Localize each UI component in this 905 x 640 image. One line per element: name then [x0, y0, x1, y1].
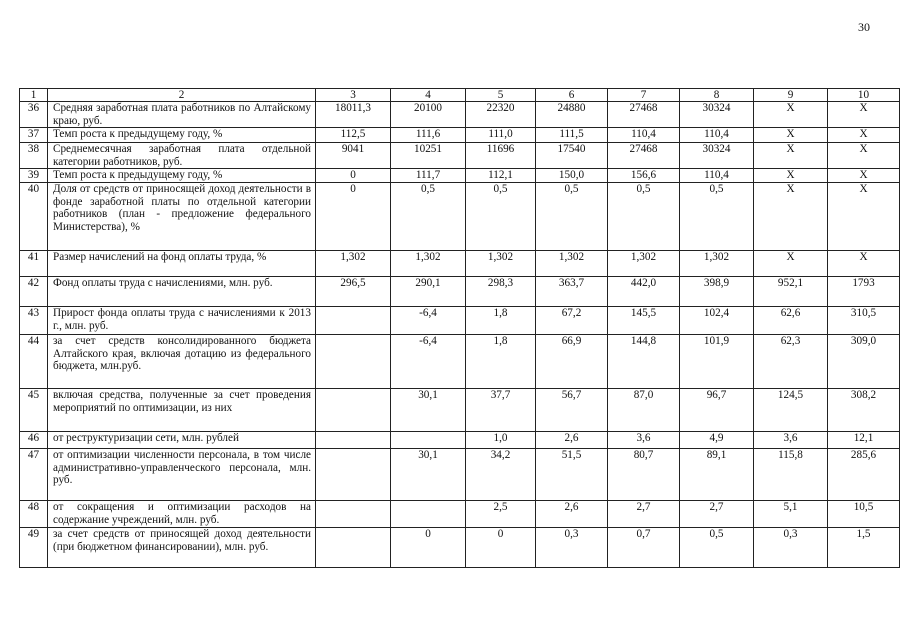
table-row: [20, 449, 900, 501]
table-cell: Х: [828, 102, 900, 128]
row-label: Темп роста к предыдущему году, %: [48, 169, 316, 183]
row-label: от реструктуризации сети, млн. рублей: [48, 432, 316, 449]
table-cell: 1,302: [466, 251, 536, 277]
table-cell: -6,4: [391, 335, 466, 389]
table-cell: 298,3: [466, 277, 536, 307]
table-cell: 27468: [608, 143, 680, 169]
column-header: 9: [754, 89, 828, 102]
table-cell: 0,5: [391, 183, 466, 251]
row-number: 39: [20, 169, 48, 183]
table-cell: 0: [391, 528, 466, 568]
row-label: за счет средств от приносящей доход деятельности (при бюджетном финансировании), млн. руб.: [48, 528, 316, 568]
table-cell: 308,2: [828, 389, 900, 432]
table-cell: 1793: [828, 277, 900, 307]
table-cell: 4,9: [680, 432, 754, 449]
row-label: Средняя заработная плата работников по Алтайскому краю, руб.: [48, 102, 316, 128]
table-cell: 30324: [680, 143, 754, 169]
table-cell: 296,5: [316, 277, 391, 307]
table-cell: [316, 449, 391, 501]
table-cell: 0,5: [608, 183, 680, 251]
table-row: [20, 183, 900, 251]
table-cell: [316, 307, 391, 335]
table-cell: 101,9: [680, 335, 754, 389]
row-label: Прирост фонда оплаты труда с начислениями к 2013 г., млн. руб.: [48, 307, 316, 335]
table-cell: 2,6: [536, 432, 608, 449]
row-number: 48: [20, 501, 48, 528]
table-cell: 442,0: [608, 277, 680, 307]
row-number: 42: [20, 277, 48, 307]
table-cell: 110,4: [680, 169, 754, 183]
row-label: Доля от средств от приносящей доход деятельности в фонде заработной платы по отдельной категории работников (план - предложение федерального Министерства), %: [48, 183, 316, 251]
table-cell: 17540: [536, 143, 608, 169]
table-cell: 285,6: [828, 449, 900, 501]
column-header: 3: [316, 89, 391, 102]
table-cell: 1,5: [828, 528, 900, 568]
table-row: [20, 128, 900, 143]
table-cell: 363,7: [536, 277, 608, 307]
table-cell: 0,7: [608, 528, 680, 568]
table-cell: 111,7: [391, 169, 466, 183]
table-cell: 111,0: [466, 128, 536, 143]
table-cell: 96,7: [680, 389, 754, 432]
table-row: [20, 432, 900, 449]
column-header: 2: [48, 89, 316, 102]
table-cell: 1,0: [466, 432, 536, 449]
header-row: [20, 89, 900, 102]
table-cell: 0,5: [466, 183, 536, 251]
row-label: Темп роста к предыдущему году, %: [48, 128, 316, 143]
table-cell: 150,0: [536, 169, 608, 183]
table-cell: 37,7: [466, 389, 536, 432]
table-cell: 24880: [536, 102, 608, 128]
row-number: 43: [20, 307, 48, 335]
table-cell: 27468: [608, 102, 680, 128]
column-header: 4: [391, 89, 466, 102]
table-cell: 18011,3: [316, 102, 391, 128]
table-row: [20, 501, 900, 528]
table-cell: 144,8: [608, 335, 680, 389]
table-cell: 89,1: [680, 449, 754, 501]
table-cell: Х: [754, 102, 828, 128]
row-number: 44: [20, 335, 48, 389]
table-row: [20, 102, 900, 128]
table-cell: 0,5: [536, 183, 608, 251]
table-cell: 56,7: [536, 389, 608, 432]
table-cell: 3,6: [754, 432, 828, 449]
table-cell: 112,5: [316, 128, 391, 143]
column-header: 8: [680, 89, 754, 102]
table-cell: 398,9: [680, 277, 754, 307]
table-cell: [316, 528, 391, 568]
page-number: 30: [858, 20, 870, 34]
table-cell: Х: [754, 143, 828, 169]
row-number: 45: [20, 389, 48, 432]
row-label: от сокращения и оптимизации расходов на содержание учреждений, млн. руб.: [48, 501, 316, 528]
row-number: 46: [20, 432, 48, 449]
row-label: Среднемесячная заработная плата отдельной категории работников, руб.: [48, 143, 316, 169]
table-cell: 111,6: [391, 128, 466, 143]
table-cell: 2,5: [466, 501, 536, 528]
row-number: 36: [20, 102, 48, 128]
table-cell: 66,9: [536, 335, 608, 389]
table-cell: 62,3: [754, 335, 828, 389]
table-cell: 1,302: [316, 251, 391, 277]
data-table: [19, 88, 900, 568]
row-label: включая средства, полученные за счет проведения мероприятий по оптимизации, из них: [48, 389, 316, 432]
table-cell: 51,5: [536, 449, 608, 501]
table-cell: 952,1: [754, 277, 828, 307]
table-row: [20, 528, 900, 568]
table-cell: 1,302: [536, 251, 608, 277]
column-header: 5: [466, 89, 536, 102]
table-row: [20, 307, 900, 335]
row-number: 40: [20, 183, 48, 251]
table-cell: 0,3: [536, 528, 608, 568]
table-cell: Х: [828, 183, 900, 251]
table-row: [20, 389, 900, 432]
table-body: [20, 89, 900, 568]
table-cell: 30,1: [391, 449, 466, 501]
table-cell: 11696: [466, 143, 536, 169]
table-cell: Х: [828, 251, 900, 277]
table-cell: Х: [754, 128, 828, 143]
table-cell: 1,8: [466, 335, 536, 389]
table-cell: 156,6: [608, 169, 680, 183]
table-cell: 0,5: [680, 183, 754, 251]
table-cell: 5,1: [754, 501, 828, 528]
table-cell: 2,6: [536, 501, 608, 528]
table-cell: 0: [316, 169, 391, 183]
table-row: [20, 169, 900, 183]
table-cell: 1,302: [608, 251, 680, 277]
table-cell: 0: [316, 183, 391, 251]
table-cell: [316, 389, 391, 432]
table-cell: 310,5: [828, 307, 900, 335]
table-cell: 30,1: [391, 389, 466, 432]
column-header: 6: [536, 89, 608, 102]
row-number: 38: [20, 143, 48, 169]
row-label: Фонд оплаты труда с начислениями, млн. руб.: [48, 277, 316, 307]
column-header: 10: [828, 89, 900, 102]
table-cell: 10,5: [828, 501, 900, 528]
row-number: 37: [20, 128, 48, 143]
table-cell: 2,7: [680, 501, 754, 528]
table-cell: 9041: [316, 143, 391, 169]
table-row: [20, 335, 900, 389]
table-cell: Х: [754, 169, 828, 183]
column-header: 1: [20, 89, 48, 102]
table-cell: [316, 335, 391, 389]
table-cell: 0,3: [754, 528, 828, 568]
table-cell: Х: [754, 251, 828, 277]
table-cell: Х: [828, 143, 900, 169]
table-cell: [316, 432, 391, 449]
table-cell: 62,6: [754, 307, 828, 335]
row-number: 41: [20, 251, 48, 277]
row-number: 47: [20, 449, 48, 501]
table-cell: 20100: [391, 102, 466, 128]
row-label: от оптимизации численности персонала, в том числе административно-управленческого персонала, млн. руб.: [48, 449, 316, 501]
table-cell: 0,5: [680, 528, 754, 568]
table-cell: [391, 501, 466, 528]
table-cell: 145,5: [608, 307, 680, 335]
table-cell: Х: [828, 169, 900, 183]
table-cell: 112,1: [466, 169, 536, 183]
table-cell: 1,302: [391, 251, 466, 277]
row-label: за счет средств консолидированного бюджета Алтайского края, включая дотацию из федерального бюджета, млн.руб.: [48, 335, 316, 389]
table-cell: 12,1: [828, 432, 900, 449]
table-cell: 3,6: [608, 432, 680, 449]
table-row: [20, 277, 900, 307]
table-cell: [391, 432, 466, 449]
table-cell: -6,4: [391, 307, 466, 335]
table-cell: 1,302: [680, 251, 754, 277]
table-cell: 1,8: [466, 307, 536, 335]
table-cell: 110,4: [680, 128, 754, 143]
table-cell: 34,2: [466, 449, 536, 501]
table-cell: 80,7: [608, 449, 680, 501]
table-cell: 290,1: [391, 277, 466, 307]
row-number: 49: [20, 528, 48, 568]
table-cell: Х: [754, 183, 828, 251]
row-label: Размер начислений на фонд оплаты труда, %: [48, 251, 316, 277]
table-cell: 115,8: [754, 449, 828, 501]
table-cell: 87,0: [608, 389, 680, 432]
table-cell: 0: [466, 528, 536, 568]
table-row: [20, 143, 900, 169]
table-cell: 22320: [466, 102, 536, 128]
table-cell: 309,0: [828, 335, 900, 389]
column-header: 7: [608, 89, 680, 102]
table-cell: 67,2: [536, 307, 608, 335]
table-cell: 111,5: [536, 128, 608, 143]
table-cell: 2,7: [608, 501, 680, 528]
table-cell: 10251: [391, 143, 466, 169]
table-cell: 124,5: [754, 389, 828, 432]
table-row: [20, 251, 900, 277]
table-cell: Х: [828, 128, 900, 143]
table-cell: 110,4: [608, 128, 680, 143]
table-cell: 102,4: [680, 307, 754, 335]
table-cell: [316, 501, 391, 528]
table-cell: 30324: [680, 102, 754, 128]
